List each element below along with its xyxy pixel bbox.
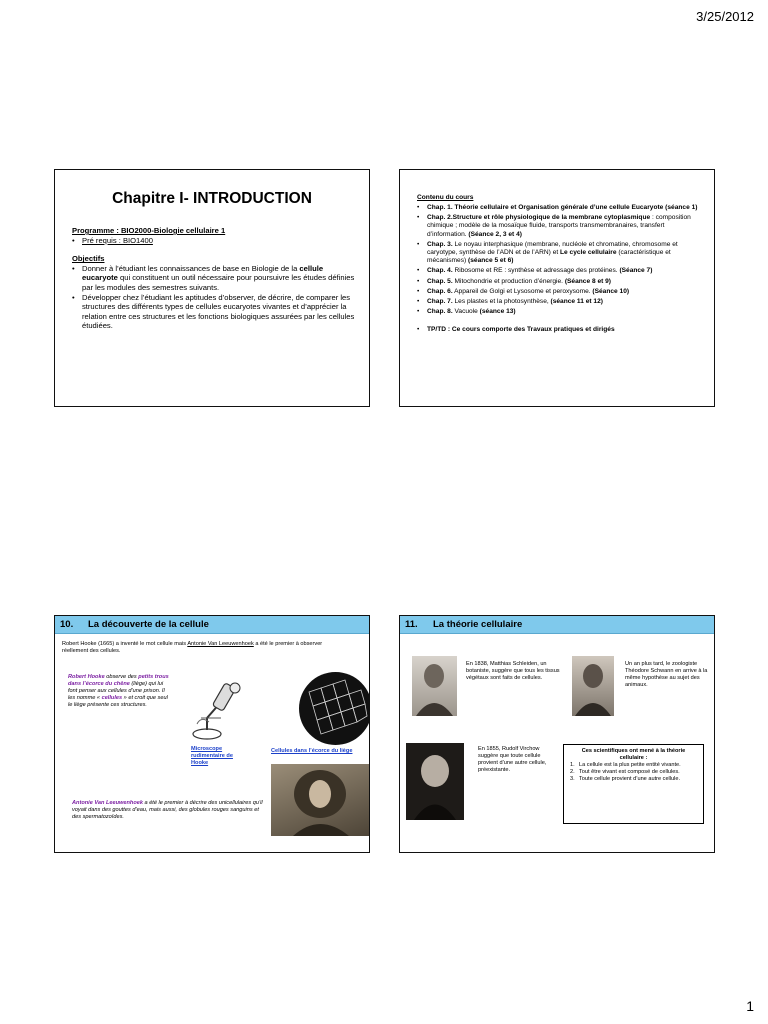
cork-caption: Cellules dans l’écorce du liège — [271, 748, 353, 754]
chapter-item: • Chap. 6. Appareil de Golgi et Lysosome et peroxysome. (Séance 10) — [417, 287, 630, 295]
schleiden-portrait — [412, 656, 457, 716]
chapter-title: Chap. 4. — [427, 267, 453, 275]
page-date: 3/25/2012 — [696, 9, 754, 24]
slide-body — [72, 226, 357, 331]
chapter-sessions: (séance 13) — [479, 308, 516, 316]
chapter-sessions: (séance 5 et 6) — [468, 257, 514, 265]
chapter-text: : composition chimique ; modèle de la mosaïque fluide, transports transmembranaires, transfert d’information. — [427, 214, 691, 238]
cork-cells-image — [299, 672, 370, 745]
chapter-item: • Chap. 3. Le noyau interphasique (membrane, nucléole et chromatine, chromosome et caryotype, synthèse de l’ADN et de l’ARN) et Le cycle cellulaire (caractéristique et mécanismes) (séance 5 et 6) — [417, 240, 678, 265]
chapter-text: Les plastes et la photosynthèse, — [452, 298, 551, 306]
chapter-title: Chap. 5. — [427, 277, 453, 285]
slide-title: La découverte de la cellule — [88, 619, 209, 630]
chapter-title: Chap. 1. Théorie cellulaire et Organisation générale d’une cellule Eucaryote (séance 1) — [427, 204, 698, 212]
chapter-item: • Chap. 8. Vacuole (séance 13) — [417, 308, 516, 316]
chapter-title: Chap. 3. — [427, 240, 453, 248]
slide-introduction — [54, 169, 370, 407]
hooke-description: Robert Hooke observe des petits trous dans l’écorce du chêne (liège) qui lui font penser aux cellules d’une prison. Il les nomme « cellules » et croit que seul le liège présente ces structures. — [68, 674, 169, 709]
leeuwenhoek-link-text: Antonie Van Leeuwenhoek — [187, 641, 254, 647]
slide-header-bar — [55, 616, 369, 634]
slide-title: Chapitre I- INTRODUCTION — [112, 190, 312, 207]
objective-text: qui constituent un outil nécessaire pour poursuivre les études définies par les modules des semestres suivants. — [82, 273, 355, 292]
tp-td-text: TP/TD : Ce cours comporte des Travaux pratiques et dirigés — [427, 325, 615, 333]
objective-item: • Développer chez l’étudiant les aptitudes d’observer, de décrire, de comparer les structures des différents types de cellules eucaryotes vivantes et d’apprécier la relation entre ces structures et les fonctions biologiques assurées par les cellules étudiées. — [72, 293, 357, 331]
chapter-sessions: (Séance 10) — [592, 287, 630, 295]
objective-text: Développer chez l’étudiant les aptitudes d’observer, de décrire, de comparer les structures des différents types de cellules eucaryotes vivantes et d’apprécier la relation entre ces structures et les fonctions biologiques assurées par les cellules étudiées. — [82, 292, 355, 331]
chapter-item: • Chap. 2.Structure et rôle physiologique de la membrane cytoplasmique : composition chimique ; modèle de la mosaïque fluide, transports transmembranaires, transfert d’information. (Séance 2, 3 et 4) — [417, 214, 691, 238]
chapter-item: • Chap. 1. Théorie cellulaire et Organisation générale d’une cellule Eucaryote (séance 1) — [417, 204, 698, 212]
chapter-title: Chap. 6. — [427, 287, 453, 295]
chapter-item: • Chap. 4. Ribosome et RE : synthèse et adressage des protéines. (Séance 7) — [417, 267, 653, 275]
slide-number: 10. — [60, 619, 74, 630]
objectifs-heading: Objectifs — [72, 254, 105, 264]
objective-item: • Donner à l’étudiant les connaissances de base en Biologie de la cellule eucaryote qui constituent un outil nécessaire pour poursuivre les études définies par les modules des semestres suivants. — [72, 263, 355, 292]
chapter-text: Ribosome et RE : synthèse et adressage des protéines. — [452, 267, 620, 275]
prereq-item: • Pré requis : BIO1400 — [72, 235, 153, 245]
cell-theory-item: 1. La cellule est la plus petite entité vivante. — [570, 762, 681, 769]
slide-number: 11. — [405, 619, 418, 630]
cell-theory-box — [563, 744, 704, 824]
slide-cell-theory — [399, 615, 715, 853]
chapter-title: Chap. 2.Structure et rôle physiologique de la membrane cytoplasmique — [427, 214, 651, 222]
slide-course-content — [399, 169, 715, 407]
schleiden-text: En 1838, Matthias Schleiden, un botaniste, suggère que tous les tissus végétaux sont faits de cellules. — [466, 661, 560, 682]
chapter-emphasis: Le cycle cellulaire — [560, 248, 617, 256]
chapter-text: Le noyau interphasique (membrane, nucléole et chromatine, chromosome et caryotype, synthèse de l’ADN et de l’ARN) et — [427, 240, 678, 256]
virchow-text: En 1855, Rudolf Virchow suggère que toute cellule provient d’une autre cellule, préexistante. — [478, 746, 547, 774]
page-number: 1 — [746, 998, 754, 1014]
cell-theory-item: 3. Toute cellule provient d’une autre cellule. — [570, 776, 681, 783]
chapter-text: Mitochondrie et production d’énergie. — [452, 277, 565, 285]
chapter-text: Vacuole — [452, 308, 480, 316]
chapter-sessions: (Séance 2, 3 et 4) — [468, 230, 522, 238]
prereq-text: Pré requis : BIO1400 — [82, 235, 153, 245]
chapter-sessions: (Séance 7) — [619, 267, 653, 275]
cell-theory-item: 2. Tout être vivant est composé de cellules. — [570, 769, 680, 776]
chapter-title: Chap. 8. — [427, 308, 453, 316]
objective-text: Donner à l’étudiant les connaissances de base en Biologie de la — [82, 263, 300, 273]
chapter-text: Appareil de Golgi et Lysosome et peroxysome. — [452, 287, 593, 295]
slide-title: La théorie cellulaire — [433, 619, 523, 630]
programme-label: Programme : BIO2000-Biologie cellulaire 1 — [72, 226, 226, 235]
slide-cell-discovery — [54, 615, 370, 853]
objective-emphasis: cellule eucaryote — [82, 263, 324, 283]
chapter-text: (caractéristique et mécanismes) — [427, 248, 671, 265]
chapter-item: • Chap. 7. Les plastes et la photosynthèse, (séance 11 et 12) — [417, 298, 603, 306]
chapter-sessions: (séance 11 et 12) — [550, 298, 603, 306]
chapter-sessions: (Séance 8 et 9) — [564, 277, 612, 285]
slide-header-bar — [400, 616, 714, 634]
leeuwenhoek-portrait — [271, 764, 370, 836]
cell-theory-heading: Ces scientifiques ont mené à la théorie cellulaire : — [581, 748, 686, 762]
chapter-title: Chap. 7. — [427, 298, 453, 306]
leeuwenhoek-description: Antonie Van Leeuwenhoek a été le premier à décrire des unicellulaires qu’il voyait dans des gouttes d’eau, mais aussi, des globules rouges sanguins et des spermatozoïdes. — [72, 800, 263, 821]
intro-text: Robert Hooke (1665) a inventé le mot cellule mais Antonie Van Leeuwenhoek a été le premier à observer réellement des cellules. — [62, 641, 323, 655]
microscope-caption: Microscope rudimentaire de Hooke — [191, 746, 233, 767]
content-heading: Contenu du cours — [417, 194, 474, 201]
tp-td-item: • TP/TD : Ce cours comporte des Travaux pratiques et dirigés — [417, 325, 615, 333]
chapter-item: • Chap. 5. Mitochondrie et production d’énergie. (Séance 8 et 9) — [417, 277, 612, 285]
schwann-portrait — [572, 656, 614, 716]
schwann-text: Un an plus tard, le zoologiste Théodore Schwann en arrive à la même hypothèse au sujet des animaux. — [625, 661, 708, 689]
virchow-portrait — [406, 743, 464, 820]
microscope-illustration — [191, 678, 249, 742]
slide-body — [417, 194, 704, 336]
